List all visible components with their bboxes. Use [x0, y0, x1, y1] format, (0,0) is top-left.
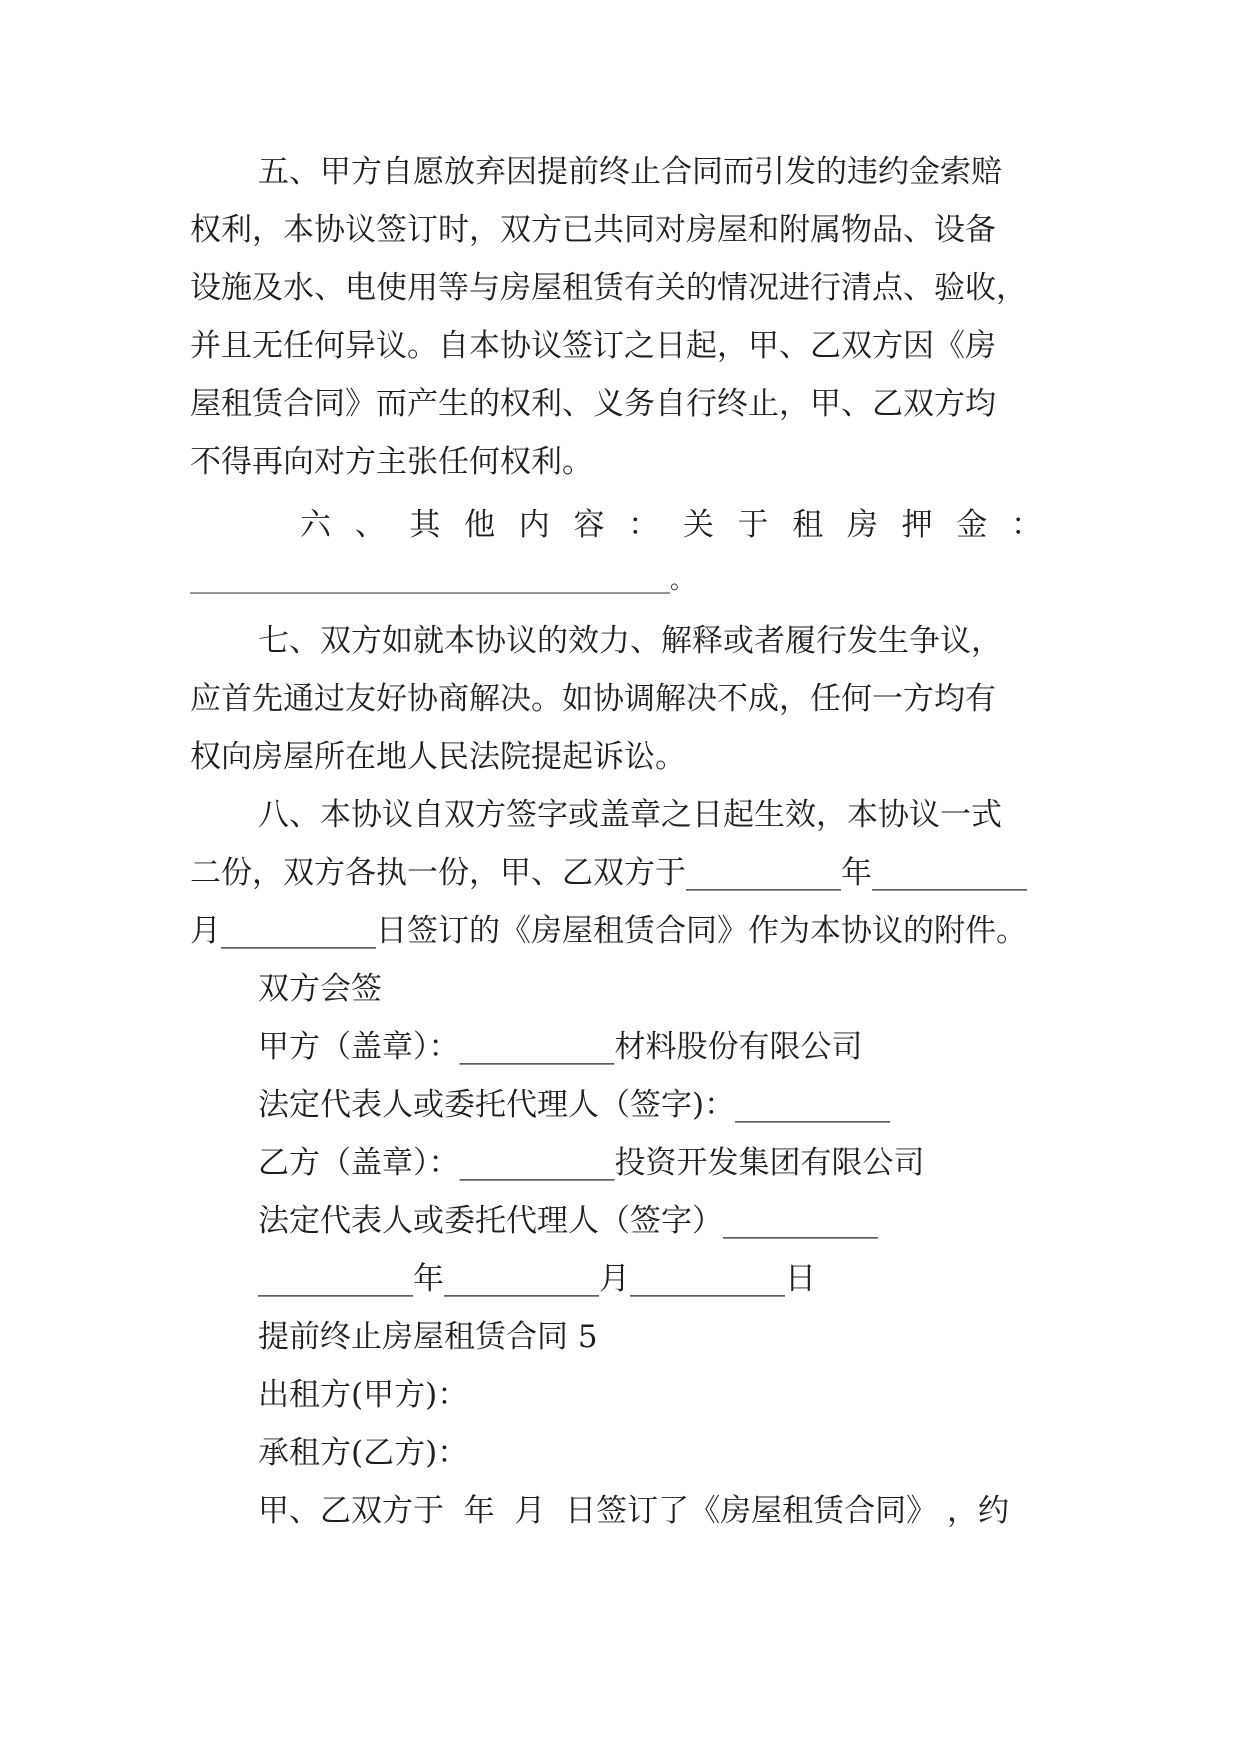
clause-6-line-1: 六、其他内容：关于租房押金：: [300, 507, 1042, 543]
clause-5-line-4: 并且无任何异议。自本协议签订之日起，甲、乙双方因《房: [190, 328, 996, 364]
signing-date-line: __________年__________月__________日: [258, 1261, 816, 1297]
clause-6-blank-line: ________________________________________。: [190, 566, 694, 594]
party-b-representative-line: 法定代表人或委托代理人（签字）__________: [258, 1203, 878, 1239]
clause-8-line-1: 八、本协议自双方签字或盖章之日起生效，本协议一式: [258, 797, 1002, 833]
lessor-line: 出租方(甲方)：: [258, 1377, 469, 1413]
clause-5-line-1: 五、甲方自愿放弃因提前终止合同而引发的违约金索赔: [258, 154, 1002, 190]
lessee-line: 承租方(乙方)：: [258, 1435, 469, 1471]
section-title: 提前终止房屋租赁合同 5: [258, 1319, 598, 1355]
clause-5-line-3: 设施及水、电使用等与房屋租赁有关的情况进行清点、验收，: [190, 270, 1027, 306]
party-b-seal-line: 乙方（盖章）：__________投资开发集团有限公司: [258, 1145, 925, 1181]
clause-5-line-6: 不得再向对方主张任何权利。: [190, 444, 593, 480]
clause-7-line-2: 应首先通过友好协商解决。如协调解决不成，任何一方均有: [190, 681, 996, 717]
party-a-seal-line: 甲方（盖章）：__________材料股份有限公司: [258, 1029, 863, 1065]
party-a-representative-line: 法定代表人或委托代理人（签字)：__________: [258, 1087, 891, 1123]
clause-8-line-3: 月__________日签订的《房屋租赁合同》作为本协议的附件。: [190, 913, 1027, 949]
clause-5-line-2: 权利，本协议签订时，双方已共同对房屋和附属物品、设备: [190, 212, 996, 248]
agreement-intro-line: 甲、乙双方于 年 月 日签订了《房屋租赁合同》 ，约: [258, 1493, 1009, 1529]
joint-signature-heading: 双方会签: [258, 971, 382, 1007]
clause-7-line-1: 七、双方如就本协议的效力、解释或者履行发生争议，: [258, 623, 1002, 659]
clause-7-line-3: 权向房屋所在地人民法院提起诉讼。: [190, 739, 686, 775]
clause-5-line-5: 屋租赁合同》而产生的权利、义务自行终止，甲、乙双方均: [190, 386, 996, 422]
clause-8-line-2: 二份，双方各执一份，甲、乙双方于__________年__________: [190, 855, 1027, 891]
